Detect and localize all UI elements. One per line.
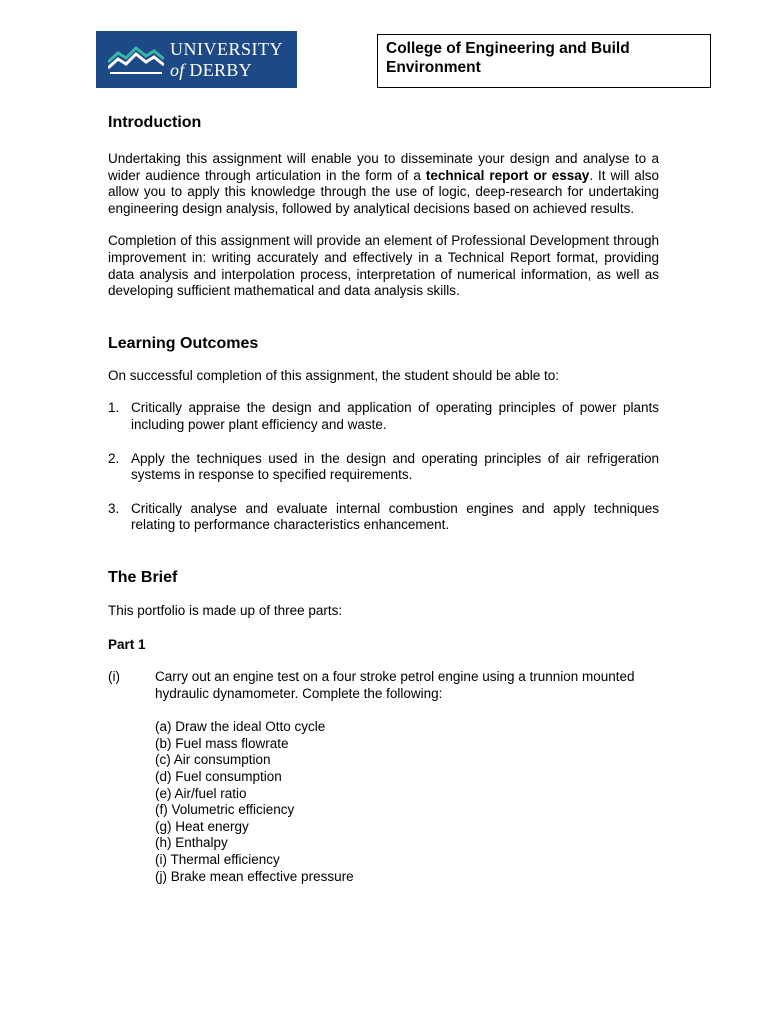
learning-outcomes-heading: Learning Outcomes — [108, 334, 259, 352]
list-item: (i) Thermal efficiency — [155, 852, 280, 868]
introduction-paragraph-2: Completion of this assignment will provide an element of Professional Development through improvement in: writing accurately and effectively in a Technical Report format, providing data analysis and interpolation process, interpretation of numerical information, as well as developing sufficient mathematical and data analysis skills. — [108, 233, 659, 299]
list-item: (g) Heat energy — [155, 818, 249, 834]
list-item: (c) Air consumption — [155, 752, 271, 768]
logo-university-text: UNIVERSITY — [170, 39, 283, 59]
learning-outcome-item: 3. Critically analyse and evaluate internal combustion engines and apply techniques relating to performance characteristics enhancement. — [108, 500, 659, 533]
university-logo — [96, 31, 297, 88]
document-body — [108, 113, 659, 885]
brief-heading: The Brief — [108, 568, 178, 586]
learning-outcome-item: 2. Apply the techniques used in the design and operating principles of air refrigeration systems in response to specified requirements. — [108, 450, 659, 483]
college-title-line2: Environment — [386, 59, 481, 76]
part1-heading: Part 1 — [108, 636, 146, 652]
learning-outcome-item: 1. Critically appraise the design and application of operating principles of power plants including power plant efficiency and waste. — [108, 400, 659, 432]
college-title-line1: College of Engineering and Build — [386, 40, 630, 57]
list-item: (e) Air/fuel ratio — [155, 785, 247, 801]
logo-derby-text: of DERBY — [170, 60, 252, 80]
list-item: (j) Brake mean effective pressure — [155, 868, 354, 884]
mountain-logo-icon — [108, 44, 164, 74]
list-item: (f) Volumetric efficiency — [155, 802, 295, 818]
part1-subitem-list — [108, 719, 659, 885]
list-item: (d) Fuel consumption — [155, 769, 282, 785]
introduction-paragraph-1: Undertaking this assignment will enable you to disseminate your design and analyse to a wider audience through articulation in the form of a technical report or essay. It will also allow you to apply this knowledge through the use of logic, deep-research for undertaking engineering design analysis, followed by analytical decisions based on achieved results. — [108, 151, 659, 216]
learning-outcomes-intro: On successful completion of this assignment, the student should be able to: — [108, 367, 560, 383]
brief-intro: This portfolio is made up of three parts: — [108, 602, 343, 618]
part1-item-i: (i) Carry out an engine test on a four stroke petrol engine using a trunnion mounted hydraulic dynamometer. Complete the following: — [108, 669, 635, 701]
college-title-box — [377, 34, 711, 88]
introduction-heading: Introduction — [108, 114, 202, 131]
list-item: (b) Fuel mass flowrate — [155, 735, 289, 751]
list-item: (a) Draw the ideal Otto cycle — [155, 719, 326, 735]
list-item: (h) Enthalpy — [155, 835, 228, 851]
